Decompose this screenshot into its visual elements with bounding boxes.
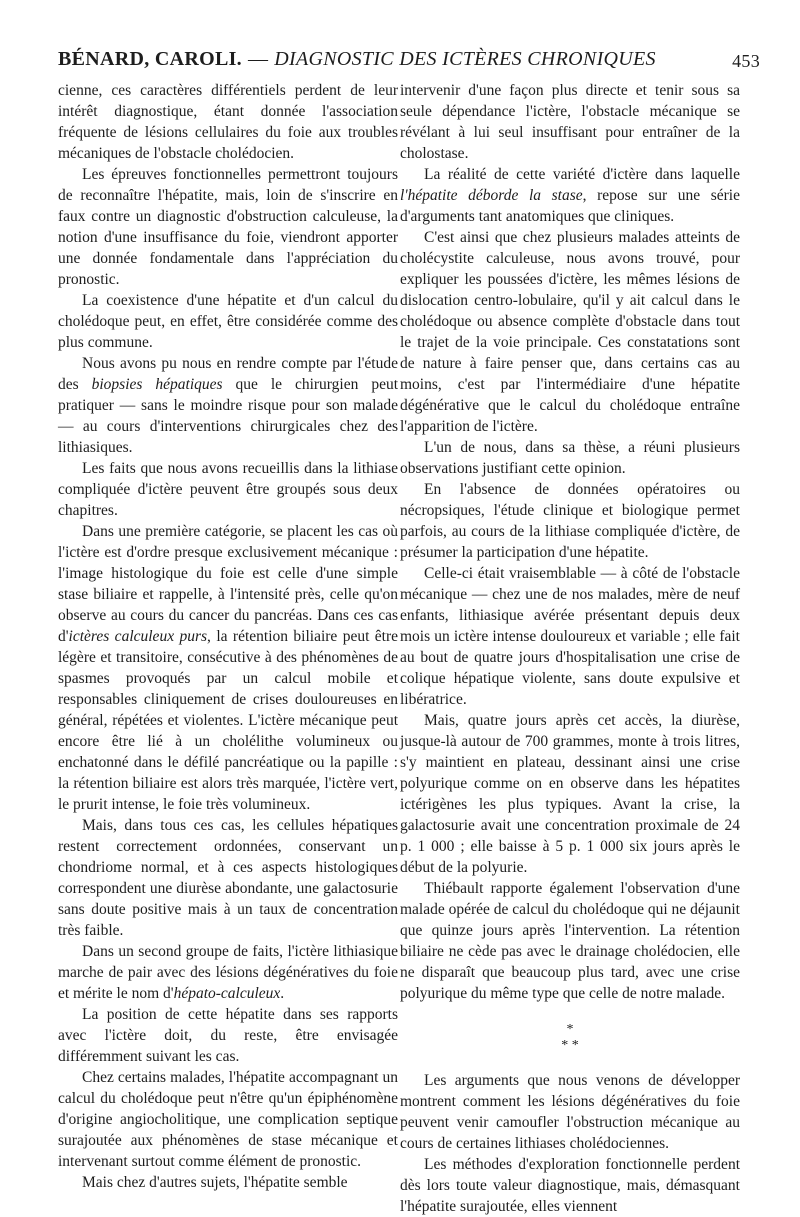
italic-term: hépato-calculeux [173, 985, 281, 1002]
paragraph: En l'absence de données opératoires ou nécropsiques, l'étude clinique et biologique permet parfois, au cours de la lithiase compliquée d'ictère, de présumer la participation d'une hépatite. [400, 481, 740, 561]
asterism-bottom: * * [561, 1038, 579, 1053]
paragraph: Mais, quatre jours après cet accès, la diurèse, jusque-là autour de 700 grammes, monte à trois litres, s'y maintient en plateau, dessinant ainsi une crise polyurique comme on en observe dans les hépatites ictérigènes les plus typiques. Avant la crise, la galactosurie avait une concentration proximale de 24 p. 1 000 ; elle baisse à 5 p. 1 000 six jours après le début de la polyurie. [400, 712, 740, 876]
text-run: . [280, 985, 285, 1002]
paragraph: Celle-ci était vraisemblable — à côté de l'obstacle mécanique — chez une de nos malades, mère de neuf enfants, lithiasique avérée présentant depuis deux mois un ictère intense douloureux et variable ; elle fait au bout de quatre jours d'hospitalisation une crise de colique hépatique violente, sans doute expulsive et libératrice. [400, 565, 740, 708]
paragraph: C'est ainsi que chez plusieurs malades atteints de cholécystite calculeuse, nous avons trouvé, pour expliquer les poussées d'ictère, les mêmes lésions de dislocation centro-lobulaire, qu'il y ait calcul dans le cholédoque ou absence complète d'obstacle dans tout le trajet de la voie principale. Ces constatations sont de nature à faire penser que, dans certains cas au moins, c'est par l'intermédiaire d'une hépatite dégénérative que le calcul du cholédoque entraîne l'apparition de l'ictère. [400, 229, 740, 435]
running-header [58, 48, 760, 78]
paragraph: Mais, dans tous ces cas, les cellules hépatiques restent correctement ordonnées, conservant un chondriome normal, et à ces aspects histologiques correspondent une diurèse abondante, une galactosurie sans doute positive mais à un taux de concentration très faible. [58, 817, 398, 939]
text-run: , repose sur une série d'arguments tant anatomiques que cliniques. [400, 187, 740, 225]
paragraph: Thiébault rapporte également l'observation d'une malade opérée de calcul du cholédoque qui ne déjaunit que quinze jours après l'intervention. La rétention biliaire ne cède pas avec le drainage cholédocien, elle ne disparaît que beaucoup plus tard, avec une crise polyurique du même type que celle de notre malade. [400, 880, 740, 1002]
text-run: La réalité de cette variété d'ictère dans laquelle [424, 166, 740, 183]
paragraph [400, 164, 740, 227]
paragraph [58, 941, 398, 1004]
asterism-top: * [566, 1022, 574, 1037]
text-run: Nous avons pu nous en rendre compte par l'étude des [58, 355, 398, 393]
italic-term: biopsies hépatiques [91, 376, 223, 393]
page-number: 453 [732, 51, 760, 71]
text-run: , la rétention biliaire peut être légère et transitoire, consécutive à des phénomènes de spasmes provoqués par un calcul mobile et responsables cliniquement de crises douloureuses en général, répétées et violentes. L'ictère mécanique peut encore être lié à un cholélithe volumineux ou enchatonné dans le défilé pancréatique ou la papille : la rétention biliaire est alors très marquée, l'ictère vert, le prurit intense, le foie très volumineux. [58, 628, 399, 813]
paragraph: Les arguments que nous venons de développer montrent comment les lésions dégénératives du foie peuvent venir camoufler l'obstruction mécanique au cours de certaines lithiases cholédociennes. [400, 1072, 740, 1152]
header-authors: BÉNARD, CAROLI. [58, 48, 242, 70]
text-run: Dans une première catégorie, se placent les cas où l'ictère est d'ordre presque exclusivement mécanique : l'image histologique du foie est celle d'une simple stase biliaire et rappelle, à l'intensité près, celle qu'on observe au cours du cancer du pancréas. Dans ces cas d' [58, 523, 398, 645]
paragraph [58, 353, 398, 458]
section-separator-asterism [400, 1022, 740, 1054]
paragraph: La position de cette hépatite dans ses rapports avec l'ictère doit, du reste, être envisagée différemment suivant les cas. [58, 1006, 398, 1065]
paragraph: Chez certains malades, l'hépatite accompagnant un calcul du cholédoque peut n'être qu'un épiphénomène d'origine angiocholitique, une complication septique surajoutée aux phénomènes de stase mécanique et intervenant surtout comme élément de pronostic. [58, 1069, 398, 1170]
paragraph: Les faits que nous avons recueillis dans la lithiase compliquée d'ictère peuvent être groupés sous deux chapitres. [58, 460, 398, 519]
paragraph: cienne, ces caractères différentiels perdent de leur intérêt diagnostique, étant donnée l'association fréquente de lésions cellulaires du foie aux troubles mécaniques de l'obstacle cholédocien. [58, 82, 398, 162]
paragraph: La coexistence d'une hépatite et d'un calcul du cholédoque peut, en effet, être considérée comme des plus commune. [58, 292, 398, 351]
paragraph: L'un de nous, dans sa thèse, a réuni plusieurs observations justifiant cette opinion. [400, 439, 740, 477]
italic-term: ictères calculeux purs [68, 628, 208, 645]
text-run: Dans un second groupe de faits, l'ictère lithiasique marche de pair avec des lésions dégénératives du foie et mérite le nom d' [58, 943, 398, 1002]
right-column [400, 80, 740, 1217]
left-column [58, 80, 398, 1193]
italic-term: l'hépatite déborde la stase [400, 187, 583, 204]
paragraph: Les épreuves fonctionnelles permettront toujours de reconnaître l'hépatite, mais, loin de s'inscrire en faux contre un diagnostic d'obstruction calculeuse, la notion d'une insuffisance du foie, viendront apporter une donnée fondamentale dans l'appréciation du pronostic. [58, 166, 398, 288]
header-dash: — [247, 48, 269, 70]
paragraph: Mais chez d'autres sujets, l'hépatite semble [82, 1174, 348, 1191]
header-title: DIAGNOSTIC DES ICTÈRES CHRONIQUES [274, 48, 656, 70]
text-run: que le chirurgien peut pratiquer — sans le moindre risque pour son malade — au cours d'interventions chirurgicales chez des lithiasiques. [58, 376, 399, 456]
paragraph: Les méthodes d'exploration fonctionnelle perdent dès lors toute valeur diagnostique, mais, démasquant l'hépatite surajoutée, elles viennent [400, 1156, 740, 1215]
paragraph [58, 521, 398, 815]
paragraph: intervenir d'une façon plus directe et tenir sous sa seule dépendance l'ictère, l'obstacle mécanique se révélant à lui seul insuffisant pour entraîner de la cholostase. [400, 82, 740, 162]
